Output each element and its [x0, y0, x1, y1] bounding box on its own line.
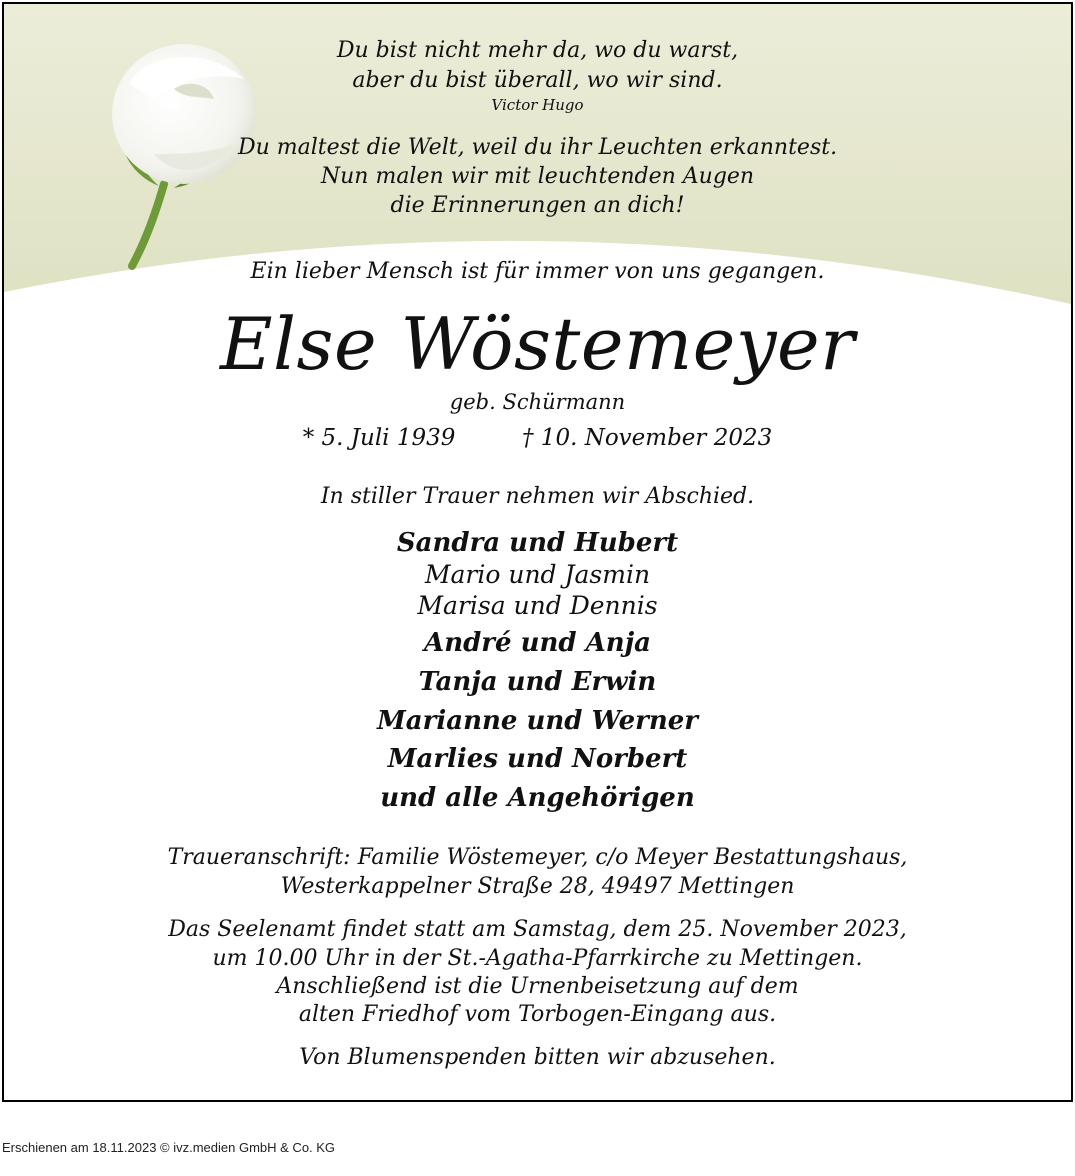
life-dates	[4, 425, 1071, 451]
service-line: Anschließend ist die Urnenbeisetzung auf dem	[276, 974, 799, 999]
poem-line: die Erinnerungen an dich!	[390, 193, 685, 218]
address-line: Traueranschrift: Familie Wöstemeyer, c/o Meyer Bestattungshaus,	[167, 845, 908, 870]
service-line: Das Seelenamt findet statt am Samstag, dem 25. November 2023,	[168, 917, 907, 942]
quote-author: Victor Hugo	[491, 96, 584, 114]
family-line: Sandra und Hubert	[396, 528, 679, 558]
quote-line: aber du bist überall, wo wir sind.	[352, 68, 723, 93]
service-line: alten Friedhof vom Torbogen-Eingang aus.	[298, 1002, 777, 1027]
family-line: Marisa und Dennis	[417, 591, 658, 620]
family-line: Marianne und Werner	[377, 706, 698, 736]
poem-line: Du maltest die Welt, weil du ihr Leuchten erkanntest.	[237, 135, 838, 160]
death-date: † 10. November 2023	[522, 425, 773, 451]
family-line: Mario und Jasmin	[424, 560, 651, 589]
flowers-note: Von Blumenspenden bitten wir abzusehen.	[299, 1045, 776, 1070]
address-line: Westerkappelner Straße 28, 49497 Mettingen	[280, 874, 795, 899]
publication-footer: Erschienen am 18.11.2023 © ivz.medien GmbH & Co. KG	[2, 1140, 336, 1155]
family-line: André und Anja	[424, 628, 651, 658]
poem-line: Nun malen wir mit leuchtenden Augen	[320, 164, 755, 189]
intro-line: Ein lieber Mensch ist für immer von uns gegangen.	[250, 259, 825, 284]
deceased-name: Else Wöstemeyer	[219, 302, 856, 386]
quote-line: Du bist nicht mehr da, wo du warst,	[336, 38, 739, 63]
family-line: Marlies und Norbert	[387, 744, 688, 774]
obituary-notice	[2, 2, 1073, 1102]
family-line: Tanja und Erwin	[418, 667, 657, 697]
birth-date: * 5. Juli 1939	[302, 425, 456, 451]
service-line: um 10.00 Uhr in der St.-Agatha-Pfarrkirche zu Mettingen.	[212, 946, 863, 971]
mourning-line: In stiller Trauer nehmen wir Abschied.	[320, 484, 755, 509]
maiden-name: geb. Schürmann	[449, 390, 626, 414]
family-line: und alle Angehörigen	[380, 783, 695, 813]
